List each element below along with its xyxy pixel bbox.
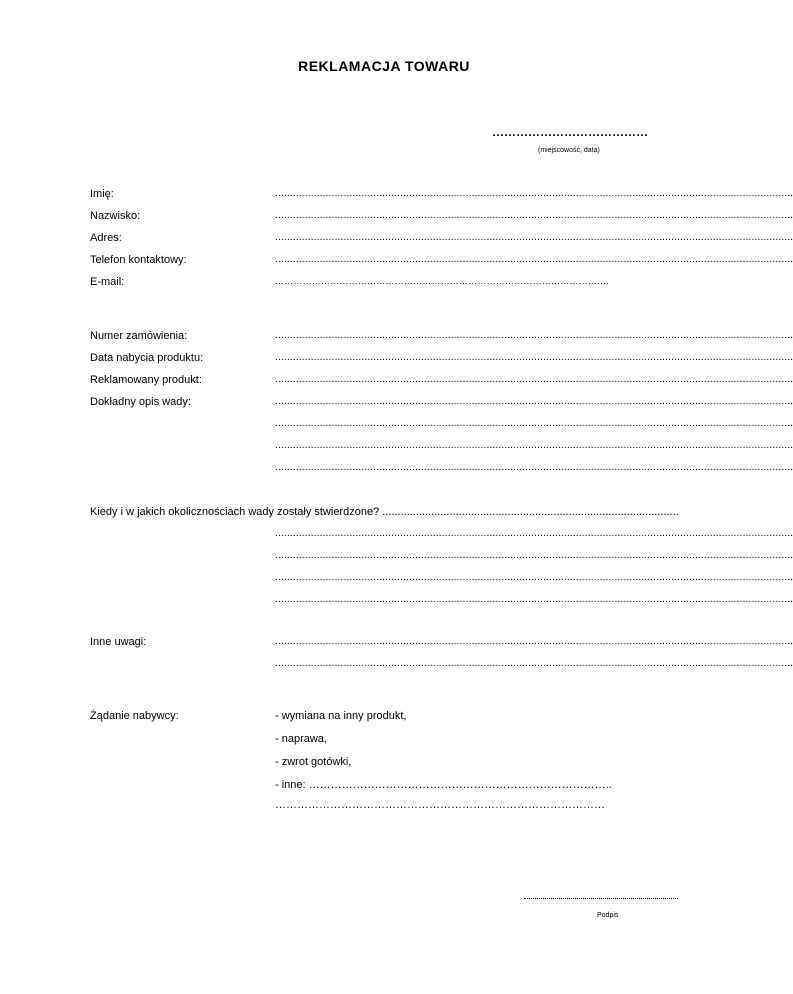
field-nazwisko[interactable]: .............................................................................................................................................................................. — [275, 210, 793, 221]
label-reklamowany-produkt: Reklamowany produkt: — [90, 374, 202, 386]
field-imie[interactable]: .............................................................................................................................................................................. — [275, 188, 793, 199]
option-wymiana[interactable]: - wymiana na inny produkt, — [275, 710, 407, 722]
field-opis-wady-2[interactable]: .............................................................................................................................................................................. — [275, 418, 793, 429]
field-inne-uwagi-1[interactable]: .............................................................................................................................................................................. — [275, 636, 793, 647]
field-reklamowany-produkt[interactable]: .............................................................................................................................................................................. — [275, 374, 793, 385]
label-data-nabycia: Data nabycia produktu: — [90, 352, 204, 364]
field-data-nabycia[interactable]: .............................................................................................................................................................................. — [275, 352, 793, 363]
option-zwrot[interactable]: - zwrot gotówki, — [275, 756, 352, 768]
option-naprawa[interactable]: - naprawa, — [275, 733, 327, 745]
label-telefon: Telefon kontaktowy: — [90, 254, 187, 266]
field-kiedy-2[interactable]: .............................................................................................................................................................................. — [275, 550, 793, 561]
option-inne[interactable]: - inne: ……………………………………………………………………….. — [275, 779, 612, 791]
field-kiedy-1[interactable]: .............................................................................................................................................................................. — [275, 528, 793, 539]
field-telefon[interactable]: .............................................................................................................................................................................. — [275, 254, 793, 265]
field-opis-wady-3[interactable]: .............................................................................................................................................................................. — [275, 440, 793, 451]
place-date-line[interactable]: ………………………………… — [492, 125, 648, 139]
field-kiedy-4[interactable]: .............................................................................................................................................................................. — [275, 594, 793, 605]
label-adres: Adres: — [90, 232, 122, 244]
field-opis-wady-1[interactable]: .............................................................................................................................................................................. — [275, 396, 793, 407]
label-imie: Imię: — [90, 188, 114, 200]
signature-line[interactable] — [524, 898, 678, 899]
field-numer-zamowienia[interactable]: .............................................................................................................................................................................. — [275, 330, 793, 341]
label-opis-wady: Dokładny opis wady: — [90, 396, 191, 408]
field-adres[interactable]: .............................................................................................................................................................................. — [275, 232, 793, 243]
label-email: E-mail: — [90, 276, 125, 288]
signature-label: Podpis — [597, 912, 619, 919]
label-kiedy: Kiedy i w jakich okolicznościach wady zostały stwierdzone? ................................................................................................. — [90, 506, 679, 518]
document-title: REKLAMACJA TOWARU — [298, 58, 470, 74]
field-email[interactable]: ………………………………………………………………………………………………. — [275, 276, 609, 286]
label-numer-zamowienia: Numer zamówienia: — [90, 330, 188, 342]
option-inne-continuation[interactable]: ……………………………………………………………………………… — [275, 799, 605, 811]
label-zadanie-nabywcy: Żądanie nabywcy: — [90, 710, 179, 722]
place-date-caption: (miejscowość, data) — [538, 147, 600, 154]
field-opis-wady-4[interactable]: .............................................................................................................................................................................. — [275, 462, 793, 473]
label-nazwisko: Nazwisko: — [90, 210, 141, 222]
label-inne-uwagi: Inne uwagi: — [90, 636, 147, 648]
field-inne-uwagi-2[interactable]: .............................................................................................................................................................................. — [275, 658, 793, 669]
field-kiedy-3[interactable]: .............................................................................................................................................................................. — [275, 572, 793, 583]
